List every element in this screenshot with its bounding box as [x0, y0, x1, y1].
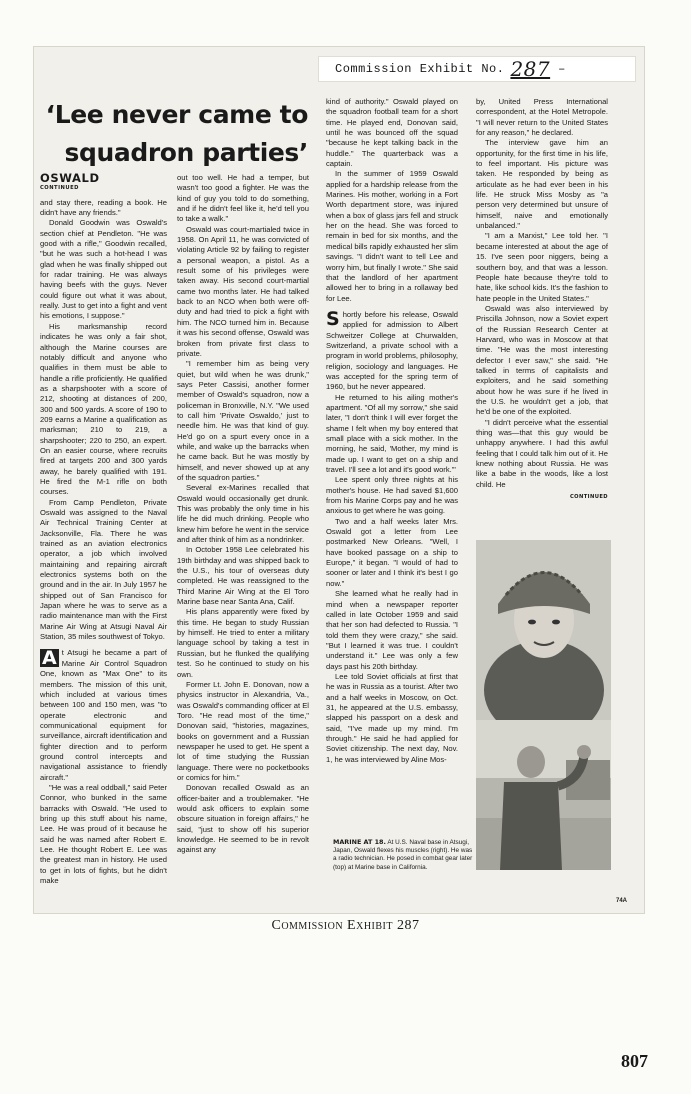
section-kicker-continued: CONTINUED [40, 185, 79, 192]
caption-text: At U.S. Naval base in Atsugi, Japan, Oswald flexes his muscles (right). He was a radio technician. He posed in combat gear later (top) at Marine base in California. [333, 839, 473, 871]
paragraph: Lee spent only three nights at his mother's house. He had saved $1,600 from his Marine Corps pay and he was anxious to get where he was going. [326, 475, 458, 516]
article-column-3 [326, 97, 458, 765]
paragraph: kind of authority." Oswald played on the squadron football team for a short time. He played end, Donovan said, until he was bounced off the squad "because he kept talking back in the huddle." The quarterback was a captain. [326, 97, 458, 169]
paragraph: "He was a real oddball," said Peter Connor, who bunked in the same barracks with Oswald. "He used to bring up this stuff about his name, Lee. He was proud of it because he said he was named after Robert E. Lee. He thought Robert E. Lee was the greatest man in history. He used to get in lots of fights, but he didn't make [40, 782, 167, 886]
paragraph: She learned what he really had in mind when a newspaper reporter called in late October 1959 and said that her son had defected to Russia. "I told them they were crazy," she said. "But I learned it was true. I couldn't understand it." Lee was only a few days past his 20th birthday. [326, 589, 458, 671]
exhibit-caption-text: Commission Exhibit 287 [271, 918, 420, 933]
headline [40, 96, 308, 172]
paragraph: He returned to his ailing mother's apartment. "Of all my sorrow," she said later, "I don't think I will ever forget the shame I felt when my boy entered that small place with a sick mother. In the morning, he said, 'Mother, my mind is made up. I want to get on a ship and travel. I'll see a lot and it's good work.'" [326, 392, 458, 475]
paragraph: In October 1958 Lee celebrated his 19th birthday and was shipped back to the U.S., his tour of overseas duty completed. He was reassigned to the Third Marine Air Wing at the El Toro Marine base near Santa Ana, Calif. [177, 545, 309, 607]
paragraph: "I am a Marxist," Lee told her. "I became interested at about the age of 15. I've seen poor niggers, being a southern boy, and that was a lesson. People hate because they're told to hate, like school kids. It's the fashion to hate people in the United States." [476, 231, 608, 303]
article-column-4 [476, 97, 608, 502]
paragraph: "I remember him as being very quiet, but wild when he was drunk," says Peter Cassisi, another former member of Oswald's squadron, now a policeman in Bronxville, N.Y. "We used to call him 'Private Oswaldo,' just to needle him. He was that kind of guy. He'd go on a spurt every once in a while, and wake up the barracks when he came back. But he was mostly by himself, and never showed up at any of the squadron parties." [177, 359, 309, 482]
photo-helmet-portrait [476, 540, 611, 720]
exhibit-stamp [318, 56, 636, 82]
caption-lead: MARINE AT 18. [333, 838, 386, 846]
drop-cap: A [42, 647, 57, 670]
stamp-dash: – [558, 62, 566, 76]
paragraph: From Camp Pendleton, Private Oswald was assigned to the Naval Air Technical Training Center at Jacksonville, Fla. There he was trained as an aviation electronics operator, a job which involved maintaining and repairing aircraft electronics systems both on the ground and in the air. In July 1957 he shipped out of San Francisco for Japan where he was to serve as a radio maintenance man with the First Marine Air Wing at Atsugi Naval Air Station, 35 miles southwest of Tokyo. [40, 497, 167, 642]
photo-flexing-marine [476, 720, 611, 870]
headline-line-1: ‘Lee never came to [45, 100, 308, 129]
stamp-label: Commission Exhibit No. [335, 62, 505, 76]
exhibit-caption [0, 918, 691, 934]
paragraph: Former Lt. John E. Donovan, now a physics instructor in Alexandria, Va., was Oswald's commanding officer at El Toro. "He read most of the time," Donovan said, "histories, magazines, books on government and a Russian newspaper he used to get. He spent a lot of time studying the Russian language. There were no pocketbooks or comics for him." [177, 679, 309, 782]
paragraph: out too well. He had a temper, but wasn't too good a fighter. He was the kind of guy you told to do something, and if he didn't feel like it, he'd tell you to take a walk." [177, 173, 309, 224]
section-kicker: OSWALD [40, 171, 100, 185]
stamp-number: 287 [510, 57, 551, 81]
paragraph: "I didn't perceive what the essential thing was—that this guy would be unhappy anywhere. I had this awful feeling that I could talk him out of it. He knew nothing about Russia. He was like a babe in the woods, like a lost child. He [476, 417, 608, 489]
paragraph-dropcap [40, 648, 167, 782]
paragraph: Oswald was court-martialed twice in 1958. On April 11, he was convicted of violating Article 92 by failing to register a personal weapon, a pistol. As a result some of his privileges were taken away. His second court-martial came two months later. He had talked back to an NCO when both were off-duty and had tried to pick a fight with him. The NCO turned him in. Because it was his second offense, Oswald was broken from private first class to private. [177, 224, 309, 358]
paragraph: Lee told Soviet officials at first that he was in Russia as a tourist. After two and a half weeks in Moscow, on Oct. 31, he appeared at the U.S. embassy, slapped his passport on a desk and said, "I've made up my mind. I'm through." He said he had applied for Soviet citizenship. The next day, Nov. 1, he was interviewed by Aline Mos- [326, 671, 458, 764]
paragraph: Donovan recalled Oswald as an officer-baiter and a troublemaker. "He would ask officers to explain some obscure situation in foreign affairs," he said, "just to show off his superior knowledge. He seemed to be in revolt against any [177, 783, 309, 855]
paragraph-dropcap [326, 307, 458, 393]
paragraph: Oswald was also interviewed by Priscilla Johnson, now a Soviet expert of the Russian Research Center at Harvard, who was in Moscow at that time. "He was the most interesting defector I ever saw," she said. "He talked in terms of capitalists and exploiters, and he said something about how he was sure if he lived in the U.S. he wouldn't get a job, that he'd be one of the exploited. [476, 303, 608, 417]
paragraph: In the summer of 1959 Oswald applied for a hardship release from the Marines. His mother, working in a Fort Worth department store, was injured when a box of glass jars fell and struck her on the head. She was forced to remain in bed for six months, and the medical bills rapidly exhausted her slim savings. "I didn't want to tell Lee and worry him, but finally I wrote." She said that the landlord of her apartment allowed her to bring in a rollaway bed for Lee. [326, 169, 458, 303]
article-column-1 [40, 173, 167, 886]
paragraph-text: hortly before his release, Oswald applied for admission to Albert Schweitzer College at Churwalden, Switzerland, a private school with a program in world problems, philosophy, religion, sociology and languages. He was accepted for the spring term of 1960, but he never appeared. [326, 309, 458, 392]
paragraph: Donald Goodwin was Oswald's section chief at Pendleton. "He was good with a rifle," Goodwin recalled, "but he was such a hot-head I was glad when he was finally shipped out for radar training. He was always having beefs with the guys. Never could figure out what it was about, really. Just to get into a fight and vent his emotions, I suppose." [40, 218, 167, 321]
paragraph: and stay there, reading a book. He didn't have any friends." [40, 197, 167, 218]
folio-number: 807 [621, 1051, 648, 1071]
paragraph: Several ex-Marines recalled that Oswald would occasionally get drunk. This was probably the only time in his life he did much drinking. People who knew him before he went in the service and after think of him as a nondrinker. [177, 483, 309, 545]
drop-cap: S [326, 307, 340, 330]
photo-caption [333, 838, 473, 872]
continued-label: CONTINUED [569, 494, 608, 501]
flexing-marine-image [476, 720, 611, 870]
article-column-2 [177, 173, 309, 856]
helmet-portrait-image [476, 540, 611, 720]
magazine-page-number: 74A [616, 898, 628, 904]
paragraph: His plans apparently were fixed by this time. He began to study Russian by himself. He tried to enter a military language school by taking a test in Russian, but he flunked the qualifying test. So he continued to study on his own. [177, 607, 309, 679]
paragraph: Two and a half weeks later Mrs. Oswald got a letter from Lee postmarked New Orleans. "Well, I have booked passage on a ship to Europe," it began. "I would of had to sooner or later and I think it's best I go now." [326, 516, 458, 588]
paragraph: His marksmanship record indicates he was only a fair shot, although the Marine courses are notably difficult and anyone who qualifies in them must be able to handle a rifle proficiently. He qualified as a sharpshooter with a score of 212, shooting at distances of 200, 300 and 500 yards. A score of 190 to 209 earns a Marine a qualification as marksman; 210 to 219, a sharpshooter; 220 to 250, an expert. On an easier course, where recruits fired at targets 200 and 300 yards away, he barely qualified with 191. He fired the M-1 rifle on both courses. [40, 321, 167, 497]
paragraph-text: t Atsugi he became a part of Marine Air Control Squadron One, known as "Max One" to its members. The mission of this unit, which included at various times between 100 and 150 men, was "to operate electronic and communicational equipment for surveillance, aircraft identification and fighter direction and to perform ground control intercepts and navigational assistance to friendly aircraft." [40, 648, 167, 782]
paragraph: by, United Press International correspondent, at the Hotel Metropole. "I will never return to the United States for any reason," he declared. [476, 97, 608, 138]
paragraph: The interview gave him an opportunity, for the first time in his life, to feel important. His picture was taken. He responded by being as articulate as he had ever been in his life. He struck Miss Mosby as "a person very determined but unsure of himself, naive and emotionally unbalanced." [476, 138, 608, 231]
headline-line-2: squadron parties’ [64, 138, 308, 167]
